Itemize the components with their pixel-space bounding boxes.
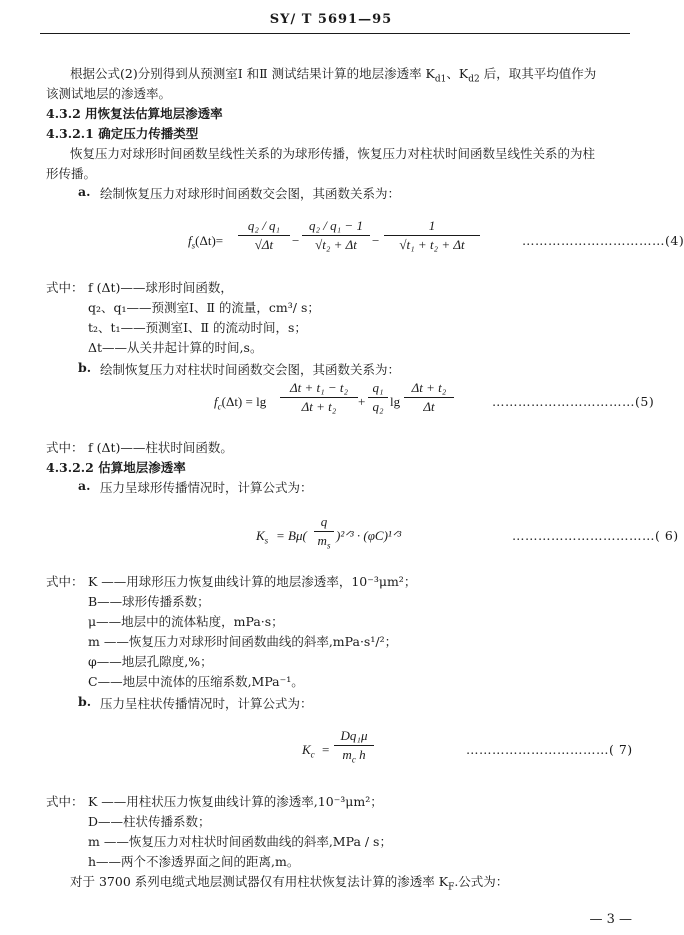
eq5-where-1: f (Δt)——柱状时间函数。 — [88, 440, 233, 455]
eq6-lhs: $K_s$ — [256, 528, 269, 546]
eq7-where-1: K ——用柱状压力恢复曲线计算的渗透率,10⁻³μm²； — [88, 794, 383, 809]
eq7-frac: Dq₁μ $m_c$ h — [334, 728, 374, 765]
eq4-frac2: q₂ / q₁ − 1 √t₂ + Δt — [302, 218, 370, 253]
eq6-where-4: m ——恢复压力对球形时间函数曲线的斜率,mPa·s¹/²； — [88, 634, 398, 649]
section-4-3-2: 4.3.2 用恢复法估算地层渗透率 — [46, 106, 223, 121]
eq7-lhs: $K_c$ — [302, 742, 315, 760]
eq6-leader: ……………………………( 6) — [512, 528, 679, 543]
eq6-where-3: μ——地层中的流体粘度，mPa·s； — [88, 614, 284, 629]
running-header: SY/ T 5691—95 — [269, 12, 393, 27]
item-b-label: b. — [78, 360, 92, 375]
item-a-text: 绘制恢复压力对球形时间函数交会图，其函数关系为： — [100, 186, 401, 201]
section-4-3-2-1: 4.3.2.1 确定压力传播类型 — [46, 126, 199, 141]
item-b2-label: b. — [78, 694, 92, 709]
eq6-where-1: K ——用球形压力恢复曲线计算的地层渗透率，10⁻³μm²； — [88, 574, 417, 589]
item-b-text: 绘制恢复压力对柱状时间函数交会图，其函数关系为： — [100, 362, 401, 377]
eq7-where-4: h——两个不渗透界面之间的距离,m。 — [88, 854, 300, 869]
types-line-2: 形传播。 — [46, 166, 97, 181]
item-b2-text: 压力呈柱状传播情况时，计算公式为： — [100, 696, 313, 711]
item-a2-text: 压力呈球形传播情况时，计算公式为： — [100, 480, 313, 495]
item-a-label: a. — [78, 184, 91, 199]
eq6-tail: )²ᐟ³ · (φC)¹ᐟ³ — [336, 528, 402, 543]
eq5-frac1: Δt + t₁ − t₂ Δt + t₂ — [280, 380, 358, 415]
eq4-where-4: Δt——从关井起计算的时间,s。 — [88, 340, 263, 355]
eq6-where-label: 式中： — [46, 574, 84, 589]
eq4-where-3: t₂、t₁——预测室Ⅰ、Ⅱ 的流动时间，s； — [88, 320, 307, 335]
eq7-eq: = — [322, 742, 330, 757]
eq7-where-label: 式中： — [46, 794, 84, 809]
eq7-where-2: D——柱状传播系数； — [88, 814, 211, 829]
eq4-where-label: 式中： — [46, 280, 84, 295]
eq5-leader: ……………………………(5) — [492, 394, 655, 409]
eq4-minus1: − — [292, 233, 300, 248]
eq7-where-3: m ——恢复压力对柱状时间函数曲线的斜率,MPa / s； — [88, 834, 392, 849]
eq6-where-5: φ——地层孔隙度,%； — [88, 654, 213, 669]
eq6-where-6: C——地层中流体的压缩系数,MPa⁻¹。 — [88, 674, 304, 689]
closing-line: 对于 3700 系列电缆式地层测试器仅有用柱状恢复法计算的渗透率 $K_F$.公式为： — [70, 874, 509, 893]
eq5-lg: lg — [390, 394, 401, 409]
eq5-lhs: $f_c(\Delta t) = \lg$ — [214, 394, 267, 412]
eq4-lhs: $f_s(\Delta t)=$ — [188, 233, 224, 251]
types-line-1: 恢复压力对球形时间函数呈线性关系的为球形传播，恢复压力对柱状时间函数呈线性关系的为柱 — [70, 146, 596, 161]
eq7-leader: ……………………………( 7) — [466, 742, 633, 757]
eq5-plus: + — [358, 394, 366, 409]
eq4-frac1: q₂ / q₁ √Δt — [238, 218, 290, 253]
eq4-where-1: f (Δt)——球形时间函数， — [88, 280, 233, 295]
eq4-minus2: − — [372, 233, 380, 248]
section-4-3-2-2: 4.3.2.2 估算地层渗透率 — [46, 460, 186, 475]
eq4-leader: ……………………………(4) — [522, 233, 684, 248]
intro-line-2: 该测试地层的渗透率。 — [46, 86, 172, 101]
eq4-frac3: 1 √t₁ + t₂ + Δt — [384, 218, 480, 253]
header-rule — [40, 33, 630, 34]
eq6-frac: q $m_s$ — [314, 514, 334, 551]
intro-line-1: 根据公式(2)分别得到从预测室Ⅰ 和Ⅱ 测试结果计算的地层渗透率 $K_{d1}$、$K_{d2}$ 后，取其平均值作为 — [70, 66, 597, 85]
eq5-where-label: 式中： — [46, 440, 84, 455]
eq4-where-2: q₂、q₁——预测室Ⅰ、Ⅱ 的流量，cm³/ s； — [88, 300, 320, 315]
eq5-frac3: Δt + t₂ Δt — [404, 380, 454, 415]
eq6-mid: = Bμ( — [276, 528, 307, 543]
item-a2-label: a. — [78, 478, 91, 493]
page-number: — 3 — — [589, 912, 632, 927]
eq6-where-2: B——球形传播系数； — [88, 594, 210, 609]
eq5-frac2: q₁ q₂ — [368, 380, 388, 415]
